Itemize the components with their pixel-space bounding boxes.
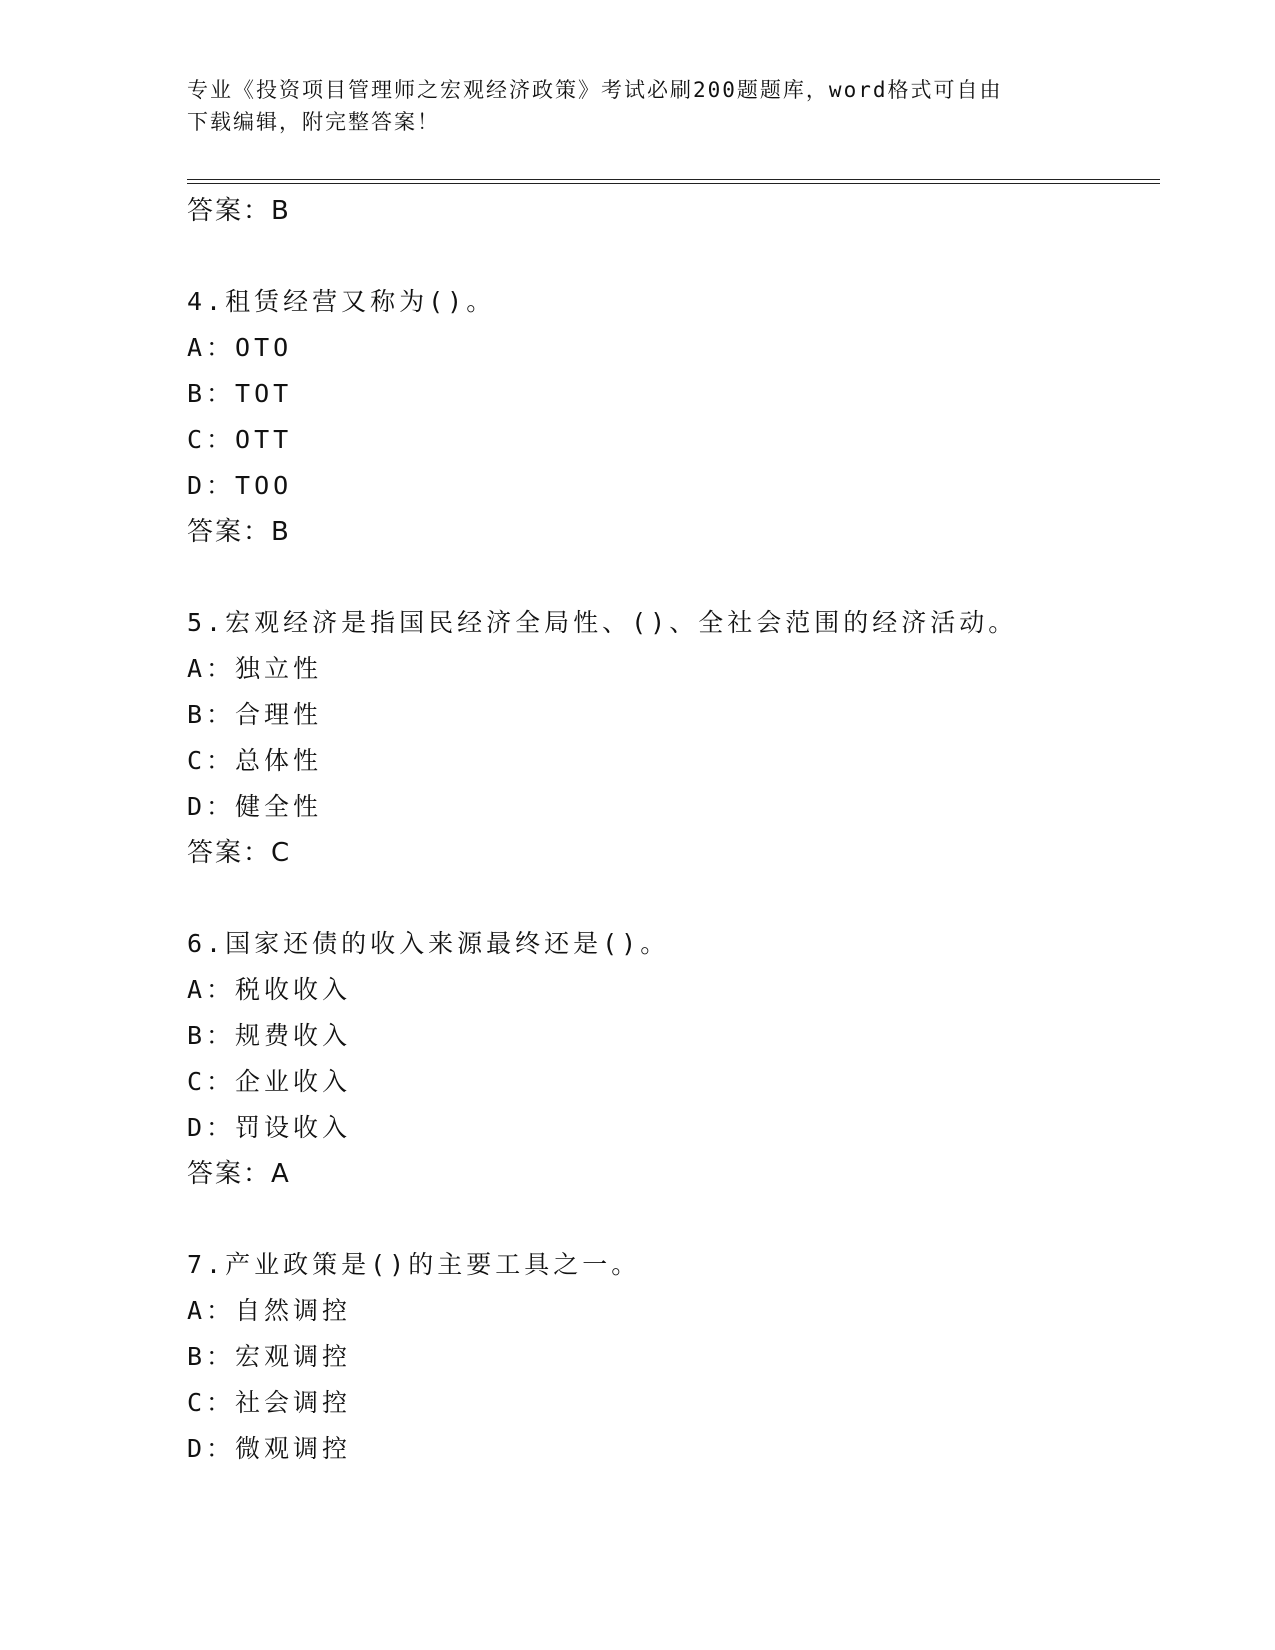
- spacer: [187, 876, 1167, 921]
- question-stem: 6.国家还债的收入来源最终还是()。: [187, 929, 670, 958]
- option-a: A：税收收入: [187, 975, 352, 1004]
- header-title-line-2: 下载编辑，附完整答案！: [187, 110, 440, 134]
- option-c: C：企业收入: [187, 1067, 352, 1096]
- answer-line: 答案：C: [187, 838, 292, 868]
- option-b: B：合理性: [187, 700, 323, 729]
- option-b: B：TOT: [187, 379, 293, 408]
- option-b: B：宏观调控: [187, 1342, 352, 1371]
- question-stem: 4.租赁经营又称为()。: [187, 287, 496, 316]
- option-b: B：规费收入: [187, 1021, 352, 1050]
- question-7: [187, 1242, 1167, 1472]
- question-5: [187, 600, 1167, 876]
- option-d: D：微观调控: [187, 1434, 352, 1463]
- document-header: [187, 74, 1087, 138]
- answer-line: 答案：B: [187, 517, 291, 547]
- spacer: [187, 555, 1167, 600]
- question-6: [187, 921, 1167, 1197]
- option-d: D：TOO: [187, 471, 293, 500]
- header-rule-top: [187, 179, 1160, 180]
- option-a: A：自然调控: [187, 1296, 352, 1325]
- spacer: [187, 234, 1167, 279]
- option-c: C：OTT: [187, 425, 293, 454]
- option-d: D：罚设收入: [187, 1113, 352, 1142]
- spacer: [187, 1197, 1167, 1242]
- answer-line: 答案：A: [187, 1159, 291, 1189]
- option-d: D：健全性: [187, 792, 323, 821]
- option-a: A：OTO: [187, 333, 293, 362]
- question-stem: 7.产业政策是()的主要工具之一。: [187, 1250, 641, 1279]
- question-list: [187, 188, 1167, 1472]
- option-c: C：总体性: [187, 746, 323, 775]
- question-3-answer: 答案：B: [187, 196, 291, 226]
- option-c: C：社会调控: [187, 1388, 352, 1417]
- option-a: A：独立性: [187, 654, 323, 683]
- header-rule-bottom: [187, 183, 1160, 184]
- header-title-line-1: 专业《投资项目管理师之宏观经济政策》考试必刷200题题库，word格式可自由: [187, 78, 1003, 102]
- question-stem: 5.宏观经济是指国民经济全局性、()、全社会范围的经济活动。: [187, 608, 1018, 637]
- question-4: [187, 279, 1167, 555]
